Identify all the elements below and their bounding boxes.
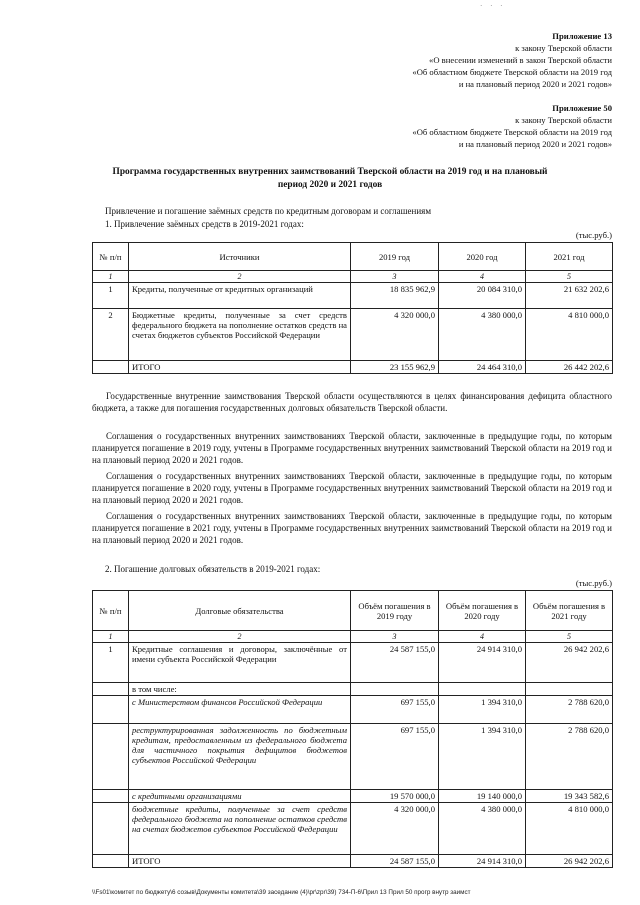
- section-1-heading: 1. Привлечение заёмных средств в 2019-2021 годах:: [105, 219, 304, 229]
- total-2019: 23 155 962,9: [351, 361, 439, 374]
- empty-cell: [93, 696, 129, 724]
- table-row: [93, 803, 613, 855]
- total-2020: 24 914 310,0: [439, 855, 526, 868]
- column-index: 2: [129, 271, 351, 283]
- appendix-13-line: «Об областном бюджете Тверской области на 2019 год: [412, 67, 612, 77]
- empty-cell: [93, 803, 129, 855]
- value-2020: 1 394 310,0: [439, 696, 526, 724]
- total-empty-cell: [93, 361, 129, 374]
- header-2020: 2020 год: [439, 243, 526, 271]
- column-index: 1: [93, 631, 129, 643]
- column-index-row: [93, 631, 613, 643]
- table-header-row: [93, 243, 613, 271]
- appendix-50-block: [412, 102, 612, 150]
- column-index: 4: [439, 631, 526, 643]
- total-2019: 24 587 155,0: [351, 855, 439, 868]
- paragraph: Соглашения о государственных внутренних заимствованиях Тверской области, заключенные в предыдущие годы, по которым планируется погашение в 2019 году, учтены в Программе государственных внутренних заимствований Тверской области на 2019 год и на плановый период 2020 и 2021 годов.: [92, 431, 612, 465]
- header-sources: Источники: [129, 243, 351, 271]
- section-2-heading: 2. Погашение долговых обязательств в 2019-2021 годах:: [105, 564, 321, 574]
- paragraph: Соглашения о государственных внутренних заимствованиях Тверской области, заключенные в предыдущие годы, по которым планируется погашение в 2020 году, учтены в Программе государственных внутренних заимствований Тверской области на 2019 год и на плановый период 2020 и 2021 годов.: [92, 471, 612, 505]
- value-2019: 697 155,0: [351, 696, 439, 724]
- header-2019: 2019 год: [351, 243, 439, 271]
- document-title-line: период 2020 и 2021 годов: [277, 180, 383, 190]
- row-number: 1: [93, 283, 129, 309]
- row-source: Бюджетные кредиты, полученные за счет средств федерального бюджета на пополнение остатков средств на счетах бюджетов субъектов Российской Федерации: [129, 309, 351, 361]
- value-2020: 24 914 310,0: [439, 643, 526, 683]
- sub-obligation: бюджетные кредиты, полученные за счет средств федерального бюджета на пополнение остатков средств на счетах бюджетов субъектов Российской Федерации: [129, 803, 351, 855]
- document-title-line: Программа государственных внутренних заимствований Тверской области на 2019 год и на плановый: [112, 167, 548, 177]
- total-row: [93, 855, 613, 868]
- row-obligation: Кредитные соглашения и договоры, заключённые от имени субъекта Российской Федерации: [129, 643, 351, 683]
- empty-cell: [439, 683, 526, 696]
- appendix-13-title: Приложение 13: [552, 31, 612, 41]
- document-title: [60, 166, 600, 192]
- appendix-50-line: и на плановый период 2020 и 2021 годов»: [458, 139, 612, 149]
- value-2021: 26 942 202,6: [526, 643, 613, 683]
- table-row: [93, 683, 613, 696]
- header-2019: Объём погашения в 2019 году: [351, 591, 439, 631]
- header-2020: Объём погашения в 2020 году: [439, 591, 526, 631]
- column-index: 5: [526, 271, 613, 283]
- appendix-50-title: Приложение 50: [552, 103, 612, 113]
- borrowing-table: [92, 242, 613, 374]
- value-2020: 1 394 310,0: [439, 724, 526, 790]
- empty-cell: [351, 683, 439, 696]
- value-2019: 18 835 962,9: [351, 283, 439, 309]
- including-label: в том числе:: [129, 683, 351, 696]
- table-header-row: [93, 591, 613, 631]
- appendix-50-line: к закону Тверской области: [515, 115, 612, 125]
- paragraph: Государственные внутренние заимствования Тверской области осуществляются в целях финансирования дефицита областного бюджета, а также для погашения государственных долговых обязательств Тверской области.: [92, 391, 612, 413]
- value-2019: 4 320 000,0: [351, 309, 439, 361]
- column-index: 1: [93, 271, 129, 283]
- total-empty-cell: [93, 855, 129, 868]
- empty-cell: [526, 683, 613, 696]
- appendix-50-line: «Об областном бюджете Тверской области на 2019 год: [412, 127, 612, 137]
- sub-obligation: с кредитными организациями: [129, 790, 351, 803]
- row-source: Кредиты, полученные от кредитных организаций: [129, 283, 351, 309]
- table-row: [93, 309, 613, 361]
- total-2021: 26 442 202,6: [526, 361, 613, 374]
- sub-obligation: реструктурированная задолженность по бюджетным кредитам, предоставленным из федерального бюджета для частичного покрытия дефицитов бюджетов субъектов Российской Федерации: [129, 724, 351, 790]
- header-number: № п/п: [93, 591, 129, 631]
- column-index: 2: [129, 631, 351, 643]
- column-index: 4: [439, 271, 526, 283]
- value-2021: 4 810 000,0: [526, 309, 613, 361]
- total-2020: 24 464 310,0: [439, 361, 526, 374]
- value-2021: 2 788 620,0: [526, 696, 613, 724]
- header-2021: Объём погашения в 2021 году: [526, 591, 613, 631]
- value-2020: 20 084 310,0: [439, 283, 526, 309]
- row-number: 2: [93, 309, 129, 361]
- table-row: [93, 283, 613, 309]
- value-2019: 4 320 000,0: [351, 803, 439, 855]
- appendix-13-line: «О внесении изменений в закон Тверской области: [429, 55, 612, 65]
- value-2019: 697 155,0: [351, 724, 439, 790]
- row-number: 1: [93, 643, 129, 683]
- total-row: [93, 361, 613, 374]
- value-2021: 4 810 000,0: [526, 803, 613, 855]
- value-2021: 21 632 202,6: [526, 283, 613, 309]
- header-obligations: Долговые обязательства: [129, 591, 351, 631]
- value-2019: 19 570 000,0: [351, 790, 439, 803]
- column-index: 5: [526, 631, 613, 643]
- table-row: [93, 696, 613, 724]
- file-path-footer: \\Fs01\комитет по бюджету\6 созыв\Документы комитета\39 заседание (4)\pr\zpr\39) 734-П-6\Прил 13 Прил 50 прогр внутр заимст: [92, 889, 471, 896]
- repayment-table: [92, 590, 613, 868]
- intro-text: Привлечение и погашение заёмных средств по кредитным договорам и соглашениям: [105, 206, 432, 216]
- value-2020: 19 140 000,0: [439, 790, 526, 803]
- value-2020: 4 380 000,0: [439, 803, 526, 855]
- value-2021: 2 788 620,0: [526, 724, 613, 790]
- empty-cell: [93, 724, 129, 790]
- scan-marks: · · ·: [480, 2, 506, 10]
- column-index: 3: [351, 631, 439, 643]
- header-2021: 2021 год: [526, 243, 613, 271]
- section-1-unit: (тыс.руб.): [575, 230, 612, 240]
- total-2021: 26 942 202,6: [526, 855, 613, 868]
- sub-obligation: с Министерством финансов Российской Федерации: [129, 696, 351, 724]
- total-label: ИТОГО: [129, 361, 351, 374]
- table-row: [93, 643, 613, 683]
- appendix-13-block: [412, 30, 612, 90]
- paragraph: Соглашения о государственных внутренних заимствованиях Тверской области, заключенные в предыдущие годы, по которым планируется погашение в 2021 году, учтены в Программе государственных внутренних заимствований Тверской области на 2019 год и на плановый период 2020 и 2021 годов.: [92, 511, 612, 545]
- column-index: 3: [351, 271, 439, 283]
- value-2020: 4 380 000,0: [439, 309, 526, 361]
- empty-cell: [93, 683, 129, 696]
- appendix-13-line: и на плановый период 2020 и 2021 годов»: [458, 79, 612, 89]
- total-label: ИТОГО: [129, 855, 351, 868]
- header-number: № п/п: [93, 243, 129, 271]
- value-2021: 19 343 582,6: [526, 790, 613, 803]
- empty-cell: [93, 790, 129, 803]
- table-row: [93, 724, 613, 790]
- value-2019: 24 587 155,0: [351, 643, 439, 683]
- column-index-row: [93, 271, 613, 283]
- table-row: [93, 790, 613, 803]
- appendix-13-line: к закону Тверской области: [515, 43, 612, 53]
- section-2-unit: (тыс.руб.): [575, 578, 612, 588]
